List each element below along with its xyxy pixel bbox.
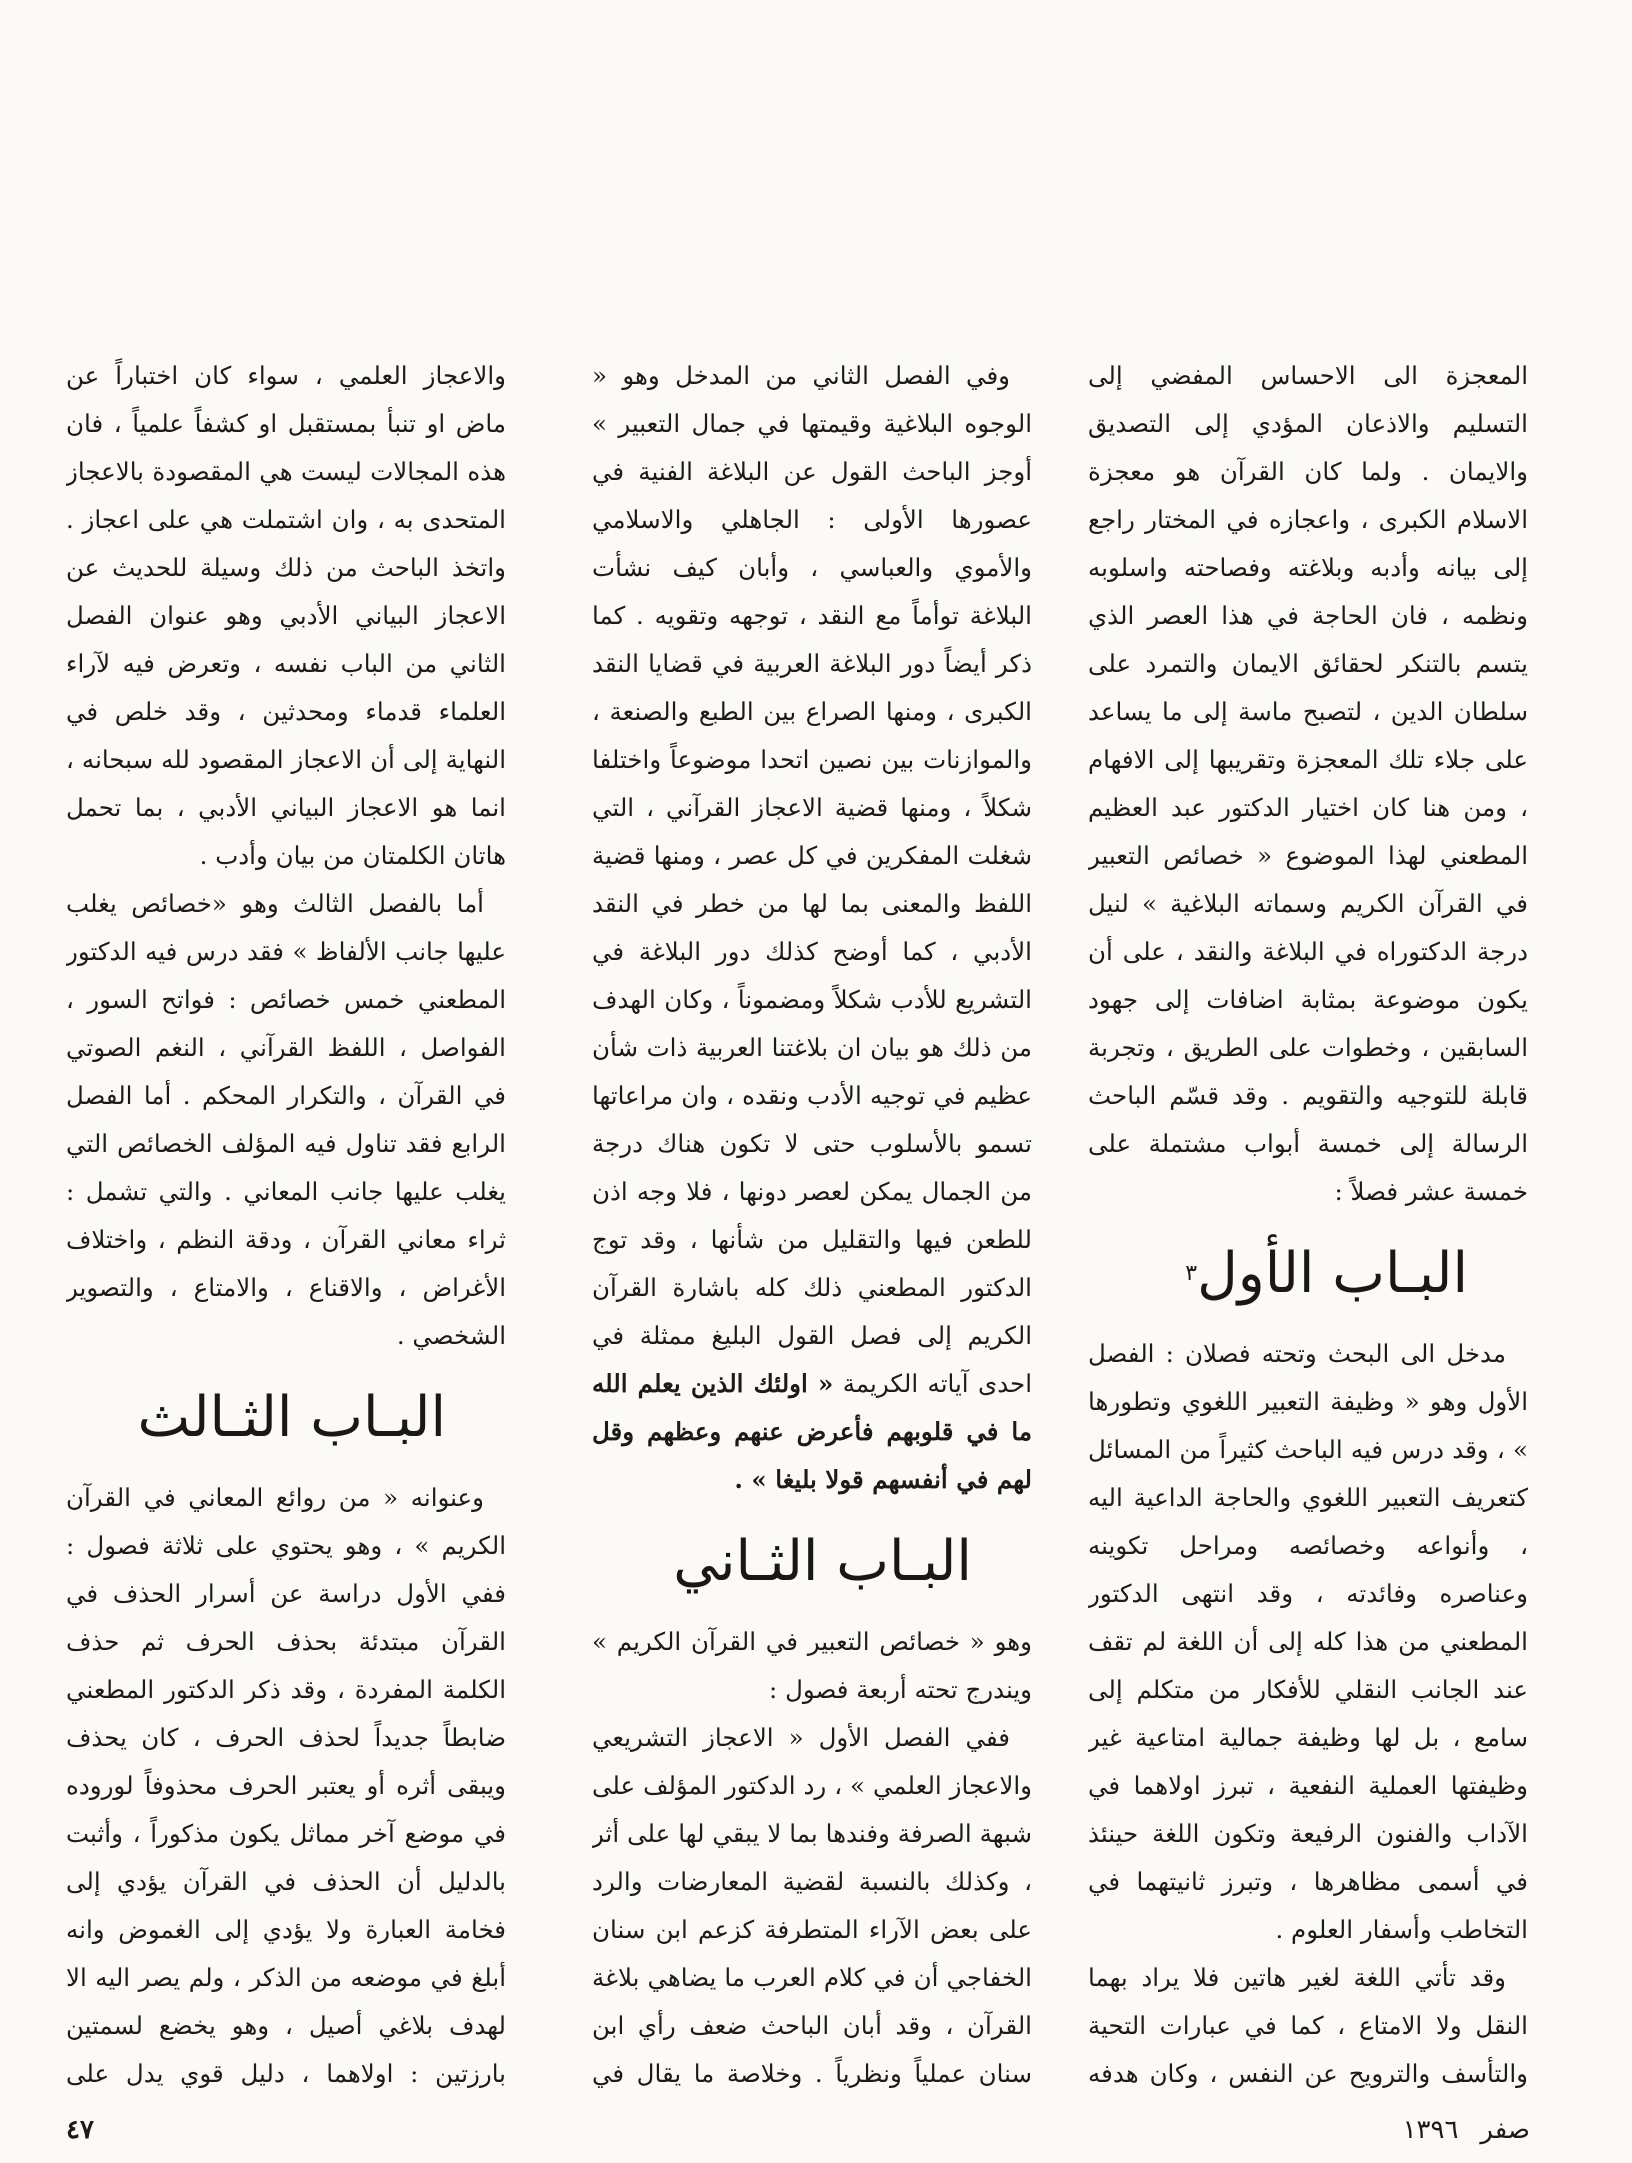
paragraph: وهو « خصائص التعبير في القرآن الكريم » ويندرج تحته أربعة فصول :: [592, 1627, 1032, 1704]
paragraph: والاعجاز العلمي ، سواء كان اختباراً عن ماض او تنبأ بمستقبل او كشفاً علمياً ، فان هذه المجالات ليست هي المقصودة بالاعجاز المتحدى به ، وان اشتملت هي على اعجاز . واتخذ الباحث من ذلك وسيلة للحديث عن الاعجاز البياني الأدبي وهو عنوان الفصل الثاني من الباب نفسه ، وتعرض فيه لآراء العلماء قدماء ومحدثين ، وقد خلص في النهاية إلى أن الاعجاز المقصود لله سبحانه ، انما هو الاعجاز البياني الأدبي ، بما تحمل هاتان الكلمتان من بيان وأدب .: [66, 361, 506, 870]
paragraph-text: وفي الفصل الثاني من المدخل وهو « الوجوه البلاغية وقيمتها في جمال التعبير » أوجز الباحث القول عن البلاغة الفنية في عصورها الأولى : الجاهلي والاسلامي والأموي والعباسي ، وأبان كيف نشأت البلاغة توأماً مع النقد ، توجهه وتقويه . كما ذكر أيضاً دور البلاغة العربية في قضايا النقد الكبرى ، ومنها الصراع بين الطبع والصنعة ، والموازنات بين نصين اتحدا موضوعاً واختلفا شكلاً ، ومنها قضية الاعجاز القرآني ، التي شغلت المفكرين في كل عصر ، ومنها قضية اللفظ والمعنى بما لها من خطر في النقد الأدبي ، كما أوضح كذلك دور البلاغة في التشريع للأدب شكلاً ومضموناً ، وكان الهدف من ذلك هو بيان ان بلاغتنا العربية ذات شأن عظيم في توجيه الأدب ونقده ، وان مراعاتها تسمو بالأسلوب حتى لا تكون هناك درجة من الجمال يمكن لعصر دونها ، فلا وجه اذن للطعن فيها والتقليل من شأنها ، وقد توج الدكتور المطعني ذلك كله باشارة القرآن الكريم إلى فصل القول البليغ ممثلة في احدى آياته الكريمة: [592, 361, 1032, 1398]
section-heading-chapter-1: [1088, 1224, 1528, 1324]
issue-year: ١٣٩٦: [1402, 2115, 1459, 2145]
heading-mark: ٣: [1185, 1261, 1198, 1286]
page-number: ٤٧: [66, 2115, 94, 2145]
paragraph: أما بالفصل الثالث وهو «خصائص يغلب عليها جانب الألفاظ » فقد درس فيه الدكتور المطعني خمس خصائص : فواتح السور ، الفواصل ، اللفظ القرآني ، النغم الصوتي في القرآن ، والتكرار المحكم . أما الفصل الرابع فقد تناول فيه المؤلف الخصائص التي يغلب عليها جانب المعاني . والتي تشمل : ثراء معاني القرآن ، ودقة النظم ، واختلاف الأغراض ، والاقناع ، والامتاع ، والتصوير الشخصي .: [66, 889, 506, 1350]
paragraph: وقد تأتي اللغة لغير هاتين فلا يراد بهما النقل ولا الامتاع ، كما في عبارات التحية والتأسف والترويح عن النفس ، وكان هدفه: [1088, 1963, 1528, 2088]
heading-text: البـاب الأول: [1197, 1241, 1468, 1306]
paragraph: [592, 352, 1032, 1504]
section-heading-chapter-2: البـاب الثـاني: [673, 1529, 972, 1594]
section-heading-chapter-3: البـاب الثـالث: [137, 1385, 446, 1450]
paragraph: مدخل الى البحث وتحته فصلان : الفصل الأول وهو « وظيفة التعبير اللغوي وتطورها » ، وقد درس فيه الباحث كثيراً من المسائل كتعريف التعبير اللغوي والحاجة الداعية اليه ، وأنواعه وخصائصه ومراحل تكوينه وعناصره وفائدته ، وقد انتهى الدكتور المطعني من هذا كله إلى أن اللغة لم تقف عند الجانب النقلي للأفكار من متكلم إلى سامع ، بل لها وظيفة جمالية امتاعية غير وظيفتها العملية النفعية ، تبرز اولاهما في الآداب والفنون الرفيعة وتكون اللغة حينئذ في أسمى مظاهرها ، وتبرز ثانيتهما في التخاطب وأسفار العلوم .: [1088, 1339, 1528, 1944]
issue-month: صفر: [1480, 2115, 1530, 2145]
paragraph: المعجزة الى الاحساس المفضي إلى التسليم والاذعان المؤدي إلى التصديق والايمان . ولما كان القرآن هو معجزة الاسلام الكبرى ، واعجازه في المختار راجع إلى بيانه وأدبه وبلاغته وفصاحته واسلوبه ونظمه ، فان الحاجة في هذا العصر الذي يتسم بالتنكر لحقائق الايمان والتمرد على سلطان الدين ، لتصبح ماسة إلى ما يساعد على جلاء تلك المعجزة وتقريبها إلى الافهام ، ومن هنا كان اختيار الدكتور عبد العظيم المطعني لهذا الموضوع « خصائص التعبير في القرآن الكريم وسماته البلاغية » لنيل درجة الدكتوراه في البلاغة والنقد ، على أن يكون موضوعة بمثابة اضافات إلى جهود السابقين ، وخطوات على الطريق ، وتجربة قابلة للتوجيه والتقويم . وقد قسّم الباحث الرسالة إلى خمسة أبواب مشتملة على خمسة عشر فصلاً :: [1088, 361, 1528, 1206]
paragraph: وعنوانه « من روائع المعاني في القرآن الكريم » ، وهو يحتوي على ثلاثة فصول : ففي الأول دراسة عن أسرار الحذف في القرآن مبتدئة بحذف الحرف ثم حذف الكلمة المفردة ، وقد ذكر الدكتور المطعني ضابطاً جديداً لحذف الحرف ، كان يحذف ويبقى أثره أو يعتبر الحرف محذوفاً لوروده في موضع آخر مماثل يكون مذكوراً ، وأثبت بالدليل أن الحذف في القرآن يؤدي إلى فخامة العبارة ولا يؤدي إلى الغموض وانه أبلغ في موضعه من الذكر ، ولم يصر اليه الا لهدف بلاغي أصيل ، وهو يخضع لسمتين بارزتين : اولاهما ، دليل قوي يدل على: [66, 1483, 506, 2088]
column-middle: [592, 352, 1032, 2092]
column-left: [66, 352, 506, 2092]
issue-date: [1380, 2112, 1530, 2148]
quran-quote: « اولئك الذين يعلم الله ما في قلوبهم فأعرض عنهم وعظهم وقل لهم في أنفسهم قولا بليغا » .: [592, 1369, 1032, 1494]
paragraph: ففي الفصل الأول « الاعجاز التشريعي والاعجاز العلمي » ، رد الدكتور المؤلف على شبهة الصرفة وفندها بما لا يبقي لها على أثر ، وكذلك بالنسبة لقضية المعارضات والرد على بعض الآراء المتطرفة كزعم ابن سنان الخفاجي أن في كلام العرب ما يضاهي بلاغة القرآن ، وقد أبان الباحث ضعف رأي ابن سنان عملياً ونظرياً . وخلاصة ما يقال في: [592, 1723, 1032, 2088]
column-right: [1088, 352, 1528, 2092]
